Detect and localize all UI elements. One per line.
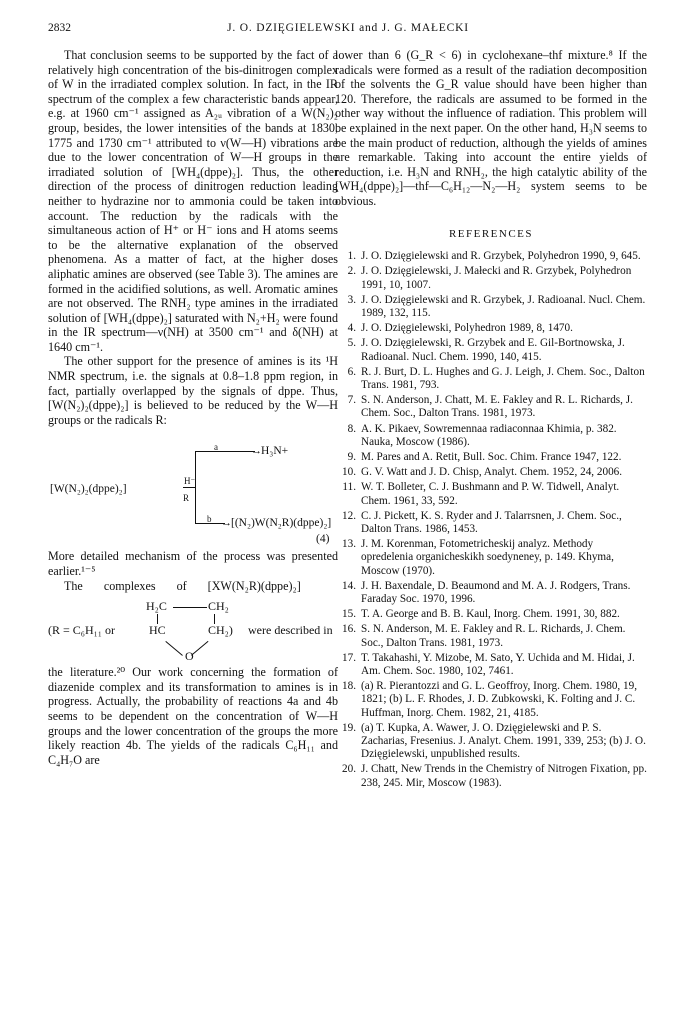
reference-number: 7.	[347, 394, 356, 407]
reference-item	[335, 608, 647, 621]
ring-bond-ol	[165, 641, 182, 656]
reference-text: J. O. Dzięgielewski and R. Grzybek, J. Radioanal. Nucl. Chem. 1989, 132, 115.	[361, 293, 646, 319]
ring-atom-bl: HC	[149, 623, 166, 638]
reference-number: 18.	[342, 680, 356, 693]
reference-item	[335, 322, 647, 335]
reference-number: 5.	[347, 337, 356, 350]
reference-number: 12.	[342, 509, 356, 522]
scheme-reagent-top: H⁻	[184, 476, 196, 487]
paragraph: The complexes of [XW(N₂R)(dppe)₂]	[64, 578, 301, 593]
reference-item	[335, 394, 647, 420]
reference-number: 19.	[342, 721, 356, 734]
reference-number: 11.	[342, 481, 356, 494]
ring-atom-tl: H₂C	[146, 599, 167, 614]
reference-item	[335, 366, 647, 392]
reference-item	[335, 294, 647, 320]
reference-number: 8.	[347, 422, 356, 435]
reference-item	[335, 250, 647, 263]
reference-text: R. J. Burt, D. L. Hughes and G. J. Leigh, J. Chem. Soc., Dalton Trans. 1981, 793.	[361, 365, 645, 391]
paragraph: lower than 6 (G_R < 6) in cyclohexane–thf mixture.⁸ If the radicals were formed as a result of the radiation decomposition of the solvents the G_R value should have been higher than 120. Therefore, the radicals are assumed to be formed in the other way without the influence of radiation. This problem will be explained in the next paper. On the other hand, H₃N seems to be the main product of reduction, although the yields of amines are remarkable. Taking into account the entire yields of reduction, i.e. H₃N and RNH₂, the high catalytic ability of the [WH₄(dppe)₂]—thf—C₆H₁₂—N₂—H₂ system seems to be obvious.	[335, 48, 647, 208]
reference-text: (a) T. Kupka, A. Wawer, J. O. Dzięgielewski and P. S. Zacharias, Fresenius. J. Analyt. Chem. 1991, 339, 253; (b) J. O. Dzięgielewski, unpublished results.	[361, 721, 646, 761]
thf-ring-structure	[48, 599, 338, 664]
paragraph: The other support for the presence of amines is its ¹H NMR spectrum, i.e. the signals at 0.8–1.8 ppm region, in fact, partially overlapped by the signals of dppe. Thus, [W(N₂)₂(dppe)₂] is believed to be reduced by the W—H groups or the radicals R:	[48, 354, 338, 427]
scheme-reactant: [W(N₂)₂(dppe)₂]	[50, 483, 127, 496]
reference-text: T. Takahashi, Y. Mizobe, M. Sato, Y. Uchida and M. Hidai, J. Am. Chem. Soc. 1980, 102, 7461.	[361, 651, 635, 678]
reference-item	[335, 510, 647, 536]
running-header	[48, 22, 648, 38]
reference-text: J. O. Dzięgielewski, R. Grzybek and E. Gil-Bortnowska, J. Radioanal. Nucl. Chem. 1990, 140, 415.	[361, 337, 625, 363]
paragraph: More detailed mechanism of the process was presented earlier.¹⁻⁵	[48, 549, 338, 579]
reference-item	[335, 481, 647, 507]
reference-number: 4.	[347, 322, 356, 335]
reference-number: 17.	[342, 651, 356, 664]
scheme-reagent-bottom: R	[183, 493, 190, 504]
reference-text: J. Chatt, New Trends in the Chemistry of Nitrogen Fixation, pp. 238, 245. Mir, Moscow (1983).	[361, 763, 647, 789]
right-column	[335, 48, 647, 792]
scheme-label-b: b	[207, 514, 212, 525]
reference-text: J. O. Dzięgielewski, J. Małecki and R. Grzybek, Polyhedron 1991, 10, 1007.	[361, 265, 632, 291]
reference-item	[335, 623, 647, 649]
ring-atom-o: O	[185, 649, 194, 664]
ring-atom-tr: CH₂	[208, 599, 229, 614]
reference-text: J. O. Dzięgielewski and R. Grzybek, Polyhedron 1990, 9, 645.	[361, 250, 641, 263]
reference-number: 15.	[342, 608, 356, 621]
reference-item	[335, 337, 647, 363]
page-number: 2832	[48, 22, 71, 34]
reference-number: 9.	[347, 450, 356, 463]
reference-number: 6.	[347, 365, 356, 378]
ring-atom-br: CH₂)	[208, 623, 233, 638]
paragraph: the literature.²⁰ Our work concerning the formation of diazenide complex and its transformation to amines is in progress. Actually, the probability of reactions 4a and 4b seems to be dependent on the concentration of W—H groups and the lower concentration of the groups the more likely reaction 4b. The yields of the radicals C₆H₁₁ and C₄H₇O are	[48, 665, 338, 767]
reference-text: J. H. Baxendale, D. Beaumond and M. A. J. Rodgers, Trans. Faraday Soc. 1970, 1996.	[361, 579, 631, 605]
scheme-product-b: [(N₂)W(N₂R)(dppe)₂]	[231, 517, 332, 530]
reference-item	[335, 763, 647, 789]
reaction-scheme	[48, 433, 338, 545]
reference-number: 3.	[347, 293, 356, 306]
reference-text: G. V. Watt and J. D. Chisp, Analyt. Chem. 1952, 24, 2006.	[361, 466, 623, 479]
reference-item	[335, 680, 647, 720]
ring-suffix: were described in	[248, 623, 333, 638]
reference-item	[335, 538, 647, 578]
reference-text: M. Pares and A. Retit, Bull. Soc. Chim. France 1947, 122.	[361, 450, 622, 463]
reference-text: W. T. Bolleter, C. J. Bushmann and P. W. Tidwell, Analyt. Chem. 1961, 33, 592.	[361, 481, 620, 507]
arrow-a	[195, 451, 255, 452]
reference-text: T. A. George and B. B. Kaul, Inorg. Chem. 1991, 30, 882.	[361, 608, 620, 621]
reference-item	[335, 722, 647, 762]
reference-item	[335, 652, 647, 678]
reference-number: 1.	[347, 250, 356, 263]
reference-text: S. N. Anderson, M. E. Fakley and R. L. Richards, J. Chem. Soc., Dalton Trans. 1981, 1973.	[361, 623, 626, 649]
reference-number: 16.	[342, 623, 356, 636]
reference-item	[335, 451, 647, 464]
arrow-b-head: →	[221, 517, 232, 530]
reference-item	[335, 265, 647, 291]
reference-number: 14.	[342, 579, 356, 592]
ring-bond-top	[173, 607, 207, 608]
reference-number: 20.	[342, 763, 356, 776]
reference-number: 10.	[342, 466, 356, 479]
reference-number: 2.	[347, 265, 356, 278]
reference-text: C. J. Pickett, K. S. Ryder and J. Talarrsnen, J. Chem. Soc., Dalton Trans. 1986, 1453.	[361, 509, 622, 535]
ring-prefix: (R = C₆H₁₁ or	[48, 623, 115, 638]
reference-item	[335, 580, 647, 606]
reference-item	[335, 423, 647, 449]
reference-number: 13.	[342, 538, 356, 551]
reference-list	[335, 250, 647, 790]
equation-number: (4)	[316, 533, 330, 546]
references-heading: REFERENCES	[448, 227, 534, 240]
reference-text: J. M. Korenman, Fotometricheskij analyz. Methody opredelenia organicheskikh soedyneney, p. 149. Khyma, Moscow (1970).	[361, 538, 614, 577]
scheme-label-a: a	[214, 442, 218, 453]
reference-item	[335, 466, 647, 479]
reference-text: (a) R. Pierantozzi and G. L. Geoffroy, Inorg. Chem. 1980, 19, 1821; (b) L. F. Rhodes, J. D. Zubkowski, K. Folting and J. C. Huffman, Inorg. Chem. 1982, 21, 4185.	[361, 680, 637, 719]
paragraph: That conclusion seems to be supported by the fact of a relatively high concentration of the bis-dinitrogen complex of W in the irradiated complex solution. In fact, in the IR spectrum of the complex a few characteristic bands appear, e.g. at 1960 cm⁻¹ assigned as A₂ᵤ vibration of a W(N₂)₂ group, besides, the lower intensities of the bands at 1830, 1775 and 1730 cm⁻¹ attributed to ν(W—H) vibrations are due to the lower concentration of W—H groups in the irradiated solution of [WH₄(dppe)₂]. Thus, the other direction of the process of dinitrogen reduction leading neither to hydrazine nor to ammonia could be taken into account. The reduction by the radicals with the simultaneous action of H⁺ or H⁻ ions and H atoms seems to be the alternative explanation of the observed phenomena. As a matter of fact, at the higher doses aliphatic amines are observed (see Table 3). The amines are formed in the acidified solutions, as well. Aromatic amines are not observed. The RNH₂ type amines in the irradiated solution of [WH₄(dppe)₂] saturated with N₂+H₂ were found in the IR spectrum—ν(NH) at 3500 cm⁻¹ and δ(NH) at 1640 cm⁻¹.	[48, 48, 338, 354]
scheme-product-a: H₃N+	[261, 445, 289, 458]
reference-text: J. O. Dzięgielewski, Polyhedron 1989, 8, 1470.	[361, 322, 573, 335]
arrow-a-head: →	[251, 445, 262, 458]
left-column	[48, 48, 338, 767]
reference-text: S. N. Anderson, J. Chatt, M. E. Fakley and R. L. Richards, J. Chem. Soc., Dalton Trans. 1981, 1973.	[361, 394, 633, 420]
reference-text: A. K. Pikaev, Sowremennaa radiaconnaa Khimia, p. 382. Nauka, Moscow (1986).	[361, 422, 617, 448]
running-title: J. O. DZIĘGIELEWSKI and J. G. MAŁECKI	[227, 22, 469, 34]
